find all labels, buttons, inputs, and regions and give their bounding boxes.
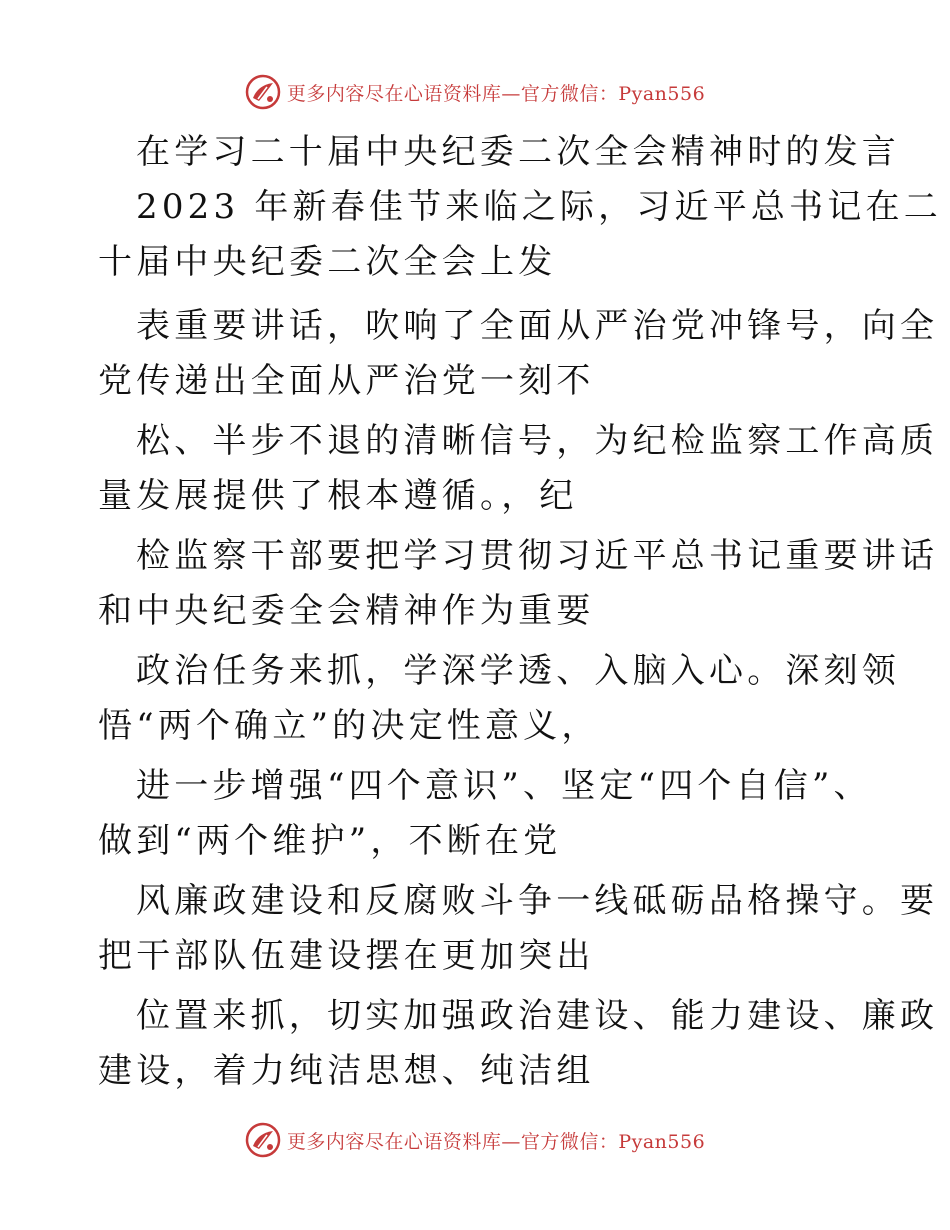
text-line: 做到“两个维护”，不断在党 [98,821,562,861]
text-line: 和中央纪委全会精神作为重要 [98,591,595,631]
text-line: 进一步增强“四个意识”、坚定“四个自信”、 [136,766,872,806]
brand-logo-icon [245,1122,281,1158]
footer-watermark-banner [0,1118,950,1162]
text-line: 量发展提供了根本遵循。，纪 [98,476,578,516]
text-line: 风廉政建设和反腐败斗争一线砥砺品格操守。要 [136,881,939,921]
header-banner-text: 更多内容尽在心语资料库—官方微信：Pyan556 [286,82,706,105]
text-line: 表重要讲话，吹响了全面从严治党冲锋号，向全 [136,306,939,346]
footer-banner-text: 更多内容尽在心语资料库—官方微信：Pyan556 [286,1130,706,1153]
text-line: 位置来抓，切实加强政治建设、能力建设、廉政 [136,996,939,1036]
document-title: 在学习二十届中央纪委二次全会精神时的发言 [136,132,900,172]
text-line: 检监察干部要把学习贯彻习近平总书记重要讲话 [136,536,939,576]
text-line: 把干部队伍建设摆在更加突出 [98,936,595,976]
text-line: 建设，着力纯洁思想、纯洁组 [98,1051,595,1091]
brand-logo-icon [245,74,281,110]
text-line: 政治任务来抓，学深学透、入脑入心。深刻领 [136,651,900,691]
text-line: 松、半步不退的清晰信号，为纪检监察工作高质 [136,421,939,461]
text-line: 十届中央纪委二次全会上发 [98,242,557,282]
text-line: 悟“两个确立”的决定性意义， [98,706,600,746]
header-watermark-banner [0,70,950,114]
text-line: 2023 年新春佳节来临之际，习近平总书记在二 [136,187,942,227]
text-line: 党传递出全面从严治党一刻不 [98,361,595,401]
